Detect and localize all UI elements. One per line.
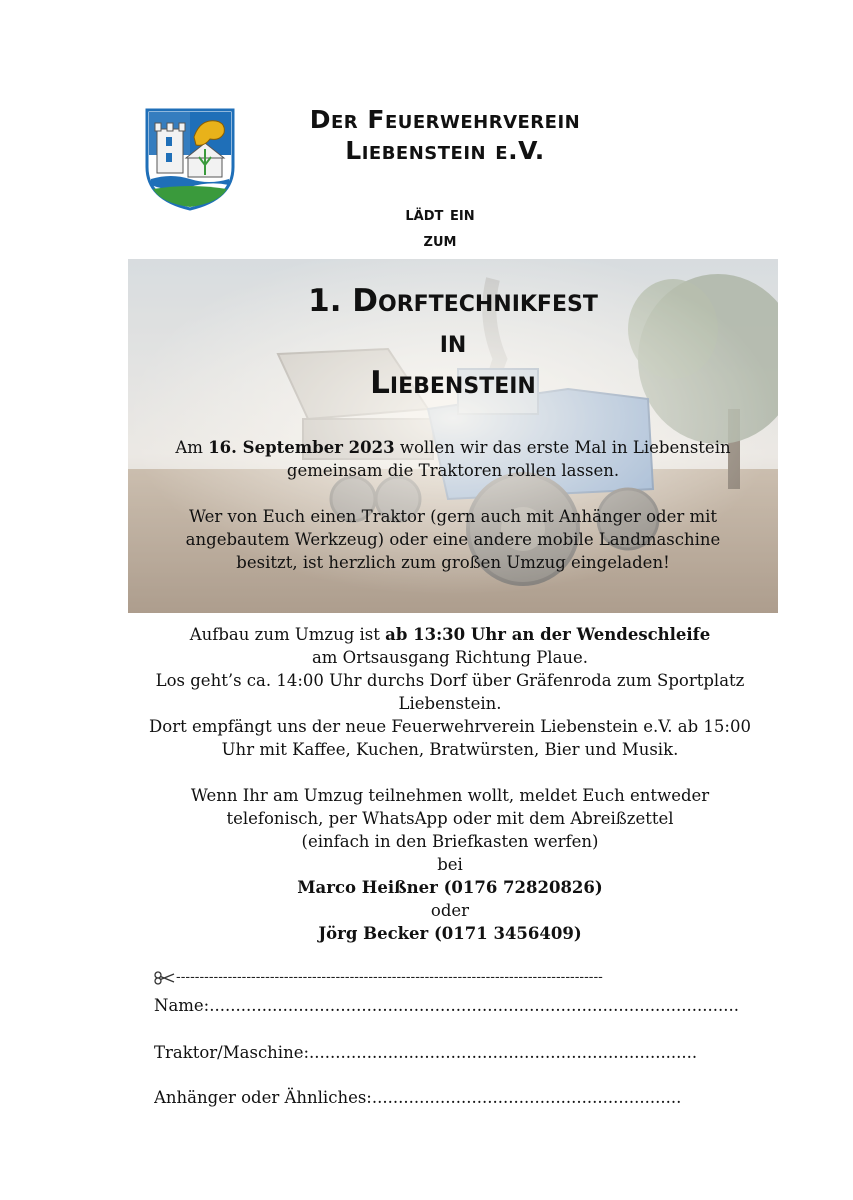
organizer-line-1: Der Feuerwehrverein [309, 105, 581, 134]
registration-text: Wenn Ihr am Umzug teilnehmen wollt, meldet Euch entweder telefonisch, per WhatsApp oder mit dem Abreißzettel [190, 786, 710, 828]
registration-bei: bei [437, 855, 463, 874]
contact-2-text: Jörg Becker (0171 3456409) [318, 924, 582, 943]
invitation-line-1: lädt ein [405, 203, 475, 225]
event-date: 16. September 2023 [208, 438, 395, 457]
registration-oder: oder [430, 901, 470, 920]
contact-2 [140, 922, 760, 945]
registration-note: (einfach in den Briefkasten werfen) [301, 832, 599, 851]
machine-field[interactable]: Traktor/Maschine:.......................................................................... [154, 1043, 698, 1062]
intro-date-suffix: wollen wir das erste Mal in Liebenstein gemeinsam die Traktoren rollen lassen. [286, 438, 731, 480]
hero-banner [128, 259, 778, 613]
invitation-line-2: zum [423, 229, 457, 251]
coat-of-arms [144, 107, 236, 211]
assembly-time-location: ab 13:30 Uhr an der Wendeschleife [385, 625, 711, 644]
assembly-time [140, 623, 760, 646]
assembly-prefix: Aufbau zum Umzug ist [189, 625, 386, 644]
parade-route: Los geht’s ca. 14:00 Uhr durchs Dorf über Gräfenroda zum Sportplatz Liebenstein. [155, 671, 745, 713]
organizer-line-2: Liebenstein e.V. [345, 136, 545, 165]
intro-paragraph-2: Wer von Euch einen Traktor (gern auch mit Anhänger oder mit angebautem Werkzeug) oder eine andere mobile Landmaschine besitzt, ist herzlich zum großen Umzug eingeladen! [185, 507, 721, 572]
event-title-line-1: 1. Dorftechnikfest [308, 283, 598, 319]
reception-info: Dort empfängt uns der neue Feuerwehrverein Liebenstein e.V. ab 15:00 Uhr mit Kaffee, Kuchen, Bratwürsten, Bier und Musik. [149, 717, 751, 759]
contact-1-text: Marco Heißner (0176 72820826) [297, 878, 603, 897]
trailer-field[interactable]: Anhänger oder Ähnliches:........................................................... [154, 1088, 682, 1107]
invitation-heading [340, 201, 540, 253]
event-title [128, 281, 778, 404]
event-title-line-2: in [439, 324, 467, 360]
cut-dashes: ------------------------------------------------------------------------------------------- [176, 970, 603, 985]
cut-line [154, 968, 754, 988]
event-details [140, 623, 760, 945]
intro-paragraph-1 [168, 436, 738, 482]
organizer-title [250, 104, 640, 166]
intro-date-prefix: Am [175, 438, 209, 457]
event-title-line-3: Liebenstein [370, 365, 536, 401]
scissors-icon [154, 971, 176, 985]
contact-1 [140, 876, 760, 899]
intro-text [168, 436, 738, 574]
assembly-location: am Ortsausgang Richtung Plaue. [311, 648, 589, 667]
name-field[interactable]: Name:..................................................................................................... [154, 996, 739, 1015]
